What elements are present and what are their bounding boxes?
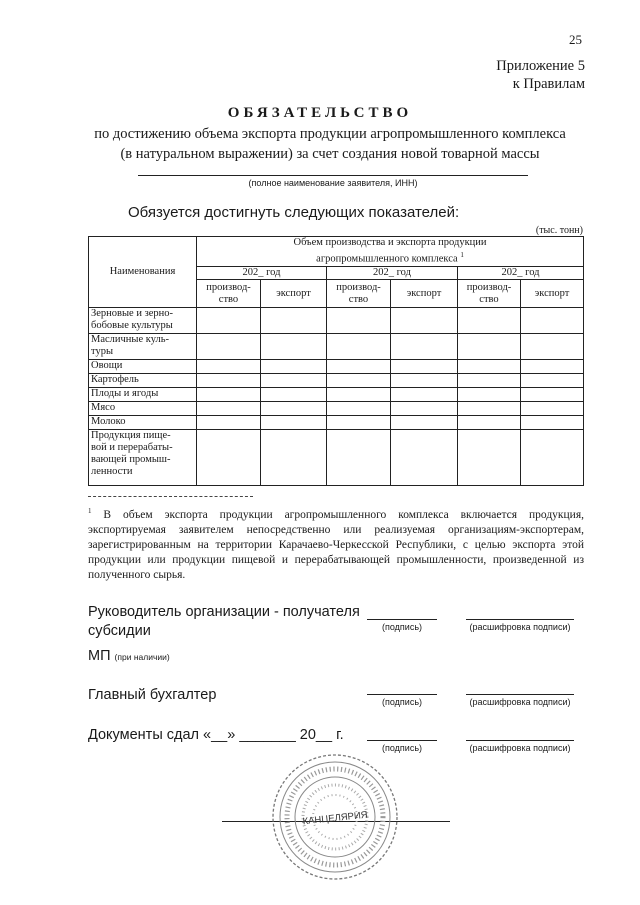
row-label: Мясо xyxy=(89,402,197,416)
value-cell[interactable] xyxy=(458,416,521,430)
value-cell[interactable] xyxy=(261,402,327,416)
table-row xyxy=(89,430,584,486)
row-label: Зерновые и зерно- бобовые культуры xyxy=(89,308,197,334)
units-note: (тыс. тонн) xyxy=(535,225,583,236)
head-of-organization-label xyxy=(88,603,360,641)
value-cell[interactable] xyxy=(391,416,458,430)
subheader-export: экспорт xyxy=(261,280,327,308)
appendix-line-1: Приложение 5 xyxy=(496,58,585,74)
accountant-signature-field[interactable] xyxy=(367,694,437,695)
row-label: Плоды и ягоды xyxy=(89,388,197,402)
row-label: Продукция пище- вой и перерабаты- вающей промыш- ленности xyxy=(89,430,197,486)
appendix-reference xyxy=(496,57,585,93)
value-cell[interactable] xyxy=(391,374,458,388)
chief-accountant-label: Главный бухгалтер xyxy=(88,687,217,703)
table-row xyxy=(89,374,584,388)
value-cell[interactable] xyxy=(197,360,261,374)
document-title: ОБЯЗАТЕЛЬСТВО xyxy=(227,105,413,121)
value-cell[interactable] xyxy=(458,308,521,334)
value-cell[interactable] xyxy=(261,374,327,388)
table-row xyxy=(89,416,584,430)
value-cell[interactable] xyxy=(197,416,261,430)
value-cell[interactable] xyxy=(197,430,261,486)
value-cell[interactable] xyxy=(327,430,391,486)
value-cell[interactable] xyxy=(521,360,584,374)
year-header: 202_ год xyxy=(458,267,584,280)
table-row xyxy=(89,334,584,360)
accountant-signature-caption: (подпись) xyxy=(381,697,423,707)
value-cell[interactable] xyxy=(197,388,261,402)
year-header: 202_ год xyxy=(327,267,458,280)
table-header-group xyxy=(197,237,584,267)
subheader-production: производ- ство xyxy=(327,280,391,308)
head-label-line-1: Руководитель организации - получателя xyxy=(88,604,360,620)
value-cell[interactable] xyxy=(391,360,458,374)
documents-submitted-label: Документы сдал «__» _______ 20__ г. xyxy=(88,727,344,743)
value-cell[interactable] xyxy=(261,360,327,374)
value-cell[interactable] xyxy=(458,402,521,416)
value-cell[interactable] xyxy=(197,402,261,416)
subtitle-line-2: (в натуральном выражении) за счет создания новой товарной массы xyxy=(120,146,540,162)
value-cell[interactable] xyxy=(261,416,327,430)
head-decode-caption: (расшифровка подписи) xyxy=(469,622,571,632)
subheader-export: экспорт xyxy=(521,280,584,308)
value-cell[interactable] xyxy=(327,334,391,360)
value-cell[interactable] xyxy=(391,334,458,360)
documents-signature-field[interactable] xyxy=(367,740,437,741)
group-footnote-mark: 1 xyxy=(460,251,464,260)
value-cell[interactable] xyxy=(458,374,521,388)
row-label: Масличные куль- туры xyxy=(89,334,197,360)
value-cell[interactable] xyxy=(521,388,584,402)
value-cell[interactable] xyxy=(521,416,584,430)
footnote-text: В объем экспорта продукции агропромышленного комплекса включается продукция, экспортируемая заявителем непосредственно или реализуемая организациям-экспортерам, зарегистрированным на территории Карачаево-Черкесской Республики, с целью экспорта этой продукции или продукции пищевой и перерабатывающей промышленности, произведенной из полученного сырья. xyxy=(88,508,584,581)
head-signature-field[interactable] xyxy=(367,619,437,620)
head-label-line-2: субсидии xyxy=(88,623,151,639)
table-row xyxy=(89,308,584,334)
value-cell[interactable] xyxy=(197,374,261,388)
value-cell[interactable] xyxy=(391,430,458,486)
value-cell[interactable] xyxy=(327,416,391,430)
value-cell[interactable] xyxy=(327,308,391,334)
year-header: 202_ год xyxy=(197,267,327,280)
documents-signature-caption: (подпись) xyxy=(381,743,423,753)
value-cell[interactable] xyxy=(197,334,261,360)
table-body xyxy=(89,308,584,486)
value-cell[interactable] xyxy=(327,360,391,374)
table-row xyxy=(89,360,584,374)
value-cell[interactable] xyxy=(391,308,458,334)
value-cell[interactable] xyxy=(458,430,521,486)
indicators-table xyxy=(88,236,584,486)
footnote xyxy=(88,504,584,583)
group-header-line-1: Объем производства и экспорта продукции xyxy=(293,237,487,249)
seal-place xyxy=(88,648,170,664)
head-decode-field[interactable] xyxy=(466,619,574,620)
value-cell[interactable] xyxy=(197,308,261,334)
value-cell[interactable] xyxy=(261,388,327,402)
value-cell[interactable] xyxy=(521,374,584,388)
value-cell[interactable] xyxy=(261,430,327,486)
value-cell[interactable] xyxy=(261,308,327,334)
document-subtitle xyxy=(60,124,600,164)
mp-label: МП xyxy=(88,648,111,664)
subheader-export: экспорт xyxy=(391,280,458,308)
value-cell[interactable] xyxy=(521,334,584,360)
subheader-production: производ- ство xyxy=(458,280,521,308)
head-signature-caption: (подпись) xyxy=(381,622,423,632)
obliges-statement: Обязуется достигнуть следующих показателей: xyxy=(128,204,460,221)
value-cell[interactable] xyxy=(391,388,458,402)
value-cell[interactable] xyxy=(327,402,391,416)
table-row xyxy=(89,388,584,402)
page-number: 25 xyxy=(569,32,582,47)
row-label: Овощи xyxy=(89,360,197,374)
footnote-separator xyxy=(88,496,253,497)
value-cell[interactable] xyxy=(521,402,584,416)
accountant-decode-field[interactable] xyxy=(466,694,574,695)
office-stamp xyxy=(270,752,400,882)
value-cell[interactable] xyxy=(521,308,584,334)
value-cell[interactable] xyxy=(327,388,391,402)
value-cell[interactable] xyxy=(261,334,327,360)
documents-decode-caption: (расшифровка подписи) xyxy=(469,743,571,753)
row-label: Картофель xyxy=(89,374,197,388)
accountant-decode-caption: (расшифровка подписи) xyxy=(469,697,571,707)
table-row xyxy=(89,402,584,416)
value-cell[interactable] xyxy=(458,388,521,402)
value-cell[interactable] xyxy=(391,402,458,416)
mp-note: (при наличии) xyxy=(114,652,170,662)
subheader-production: производ- ство xyxy=(197,280,261,308)
row-label: Молоко xyxy=(89,416,197,430)
table-header-name: Наименования xyxy=(89,237,197,308)
appendix-line-2: к Правилам xyxy=(512,76,585,92)
value-cell[interactable] xyxy=(327,374,391,388)
subtitle-line-1: по достижению объема экспорта продукции агропромышленного комплекса xyxy=(94,126,566,142)
applicant-caption: (полное наименование заявителя, ИНН) xyxy=(248,178,418,188)
stamp-center-text: КАНЦЕЛЯРИЯ xyxy=(302,809,369,828)
value-cell[interactable] xyxy=(521,430,584,486)
value-cell[interactable] xyxy=(458,334,521,360)
value-cell[interactable] xyxy=(458,360,521,374)
applicant-name-field[interactable] xyxy=(138,175,528,176)
group-header-line-2: агропромышленного комплекса xyxy=(316,253,458,265)
documents-decode-field[interactable] xyxy=(466,740,574,741)
footnote-mark: 1 xyxy=(88,507,92,515)
